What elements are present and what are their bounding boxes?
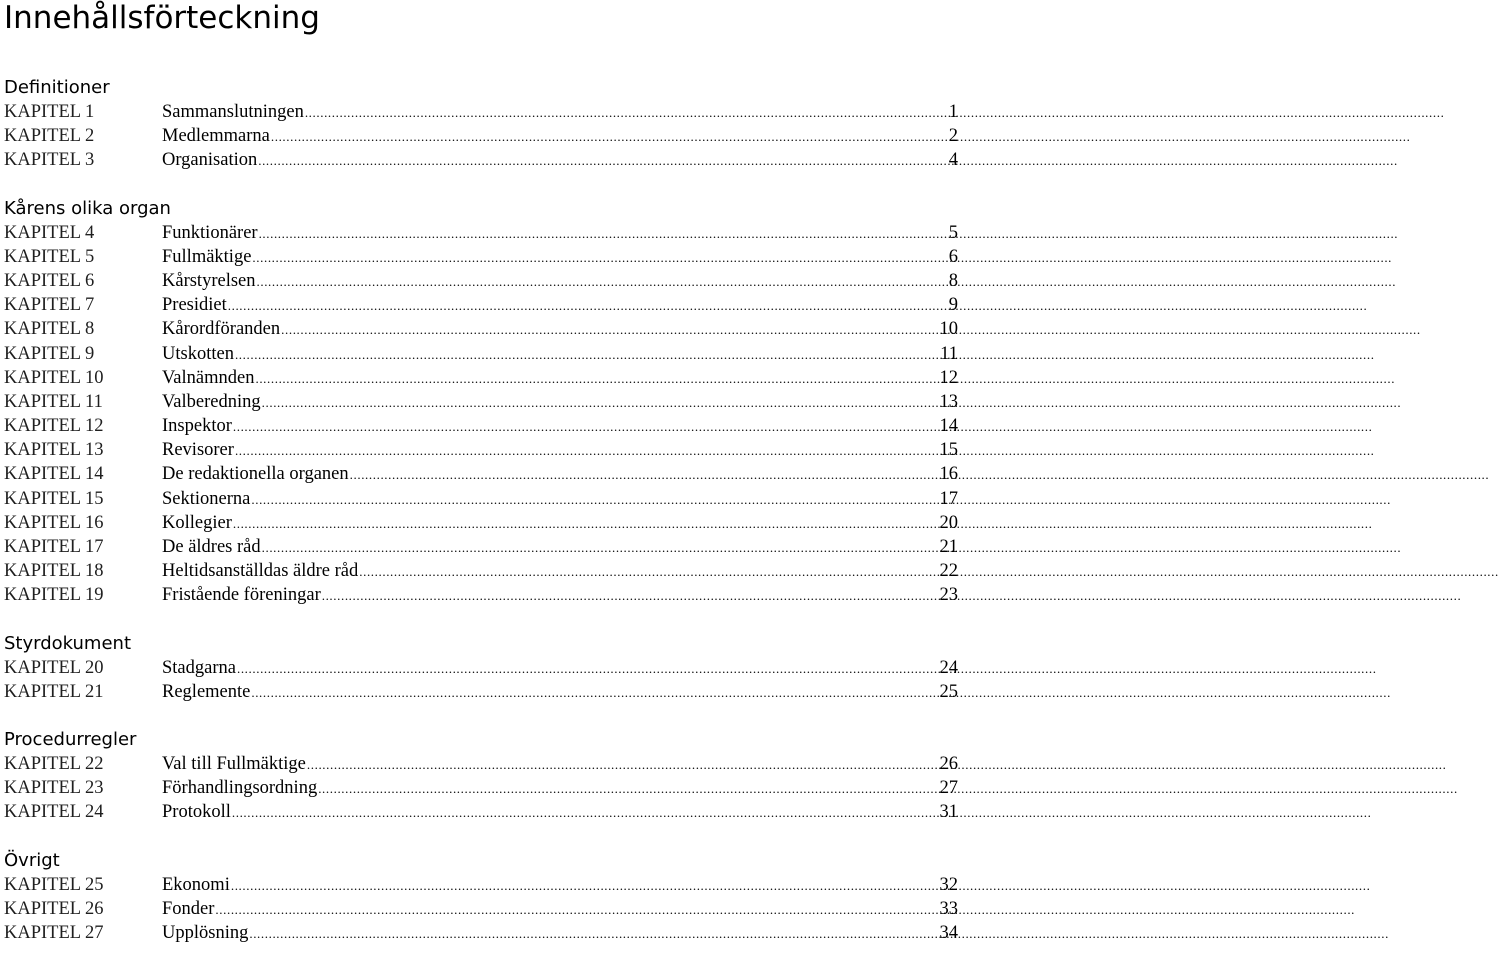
toc-entry[interactable] bbox=[4, 752, 958, 776]
entry-title: Fullmäktige bbox=[162, 246, 252, 267]
page-number: 27 bbox=[939, 778, 958, 799]
toc-entry[interactable] bbox=[4, 680, 958, 704]
dot-leader bbox=[305, 104, 948, 122]
page-number: 9 bbox=[948, 295, 958, 316]
entry-title: De äldres råd bbox=[162, 537, 261, 557]
dot-leader bbox=[259, 225, 948, 243]
page-number: 11 bbox=[940, 343, 958, 364]
entry-title: Sektionerna bbox=[162, 488, 251, 509]
toc-section bbox=[4, 727, 958, 825]
entry-title: Utskotten bbox=[162, 343, 234, 364]
dot-leader bbox=[232, 804, 940, 822]
toc-entry[interactable] bbox=[4, 414, 958, 438]
page-number: 23 bbox=[939, 585, 958, 606]
toc-entry[interactable] bbox=[4, 269, 958, 293]
page-number: 10 bbox=[939, 319, 958, 340]
chapter-label: KAPITEL 12 bbox=[4, 416, 104, 437]
page-number: 22 bbox=[939, 561, 958, 582]
toc-entry[interactable] bbox=[4, 559, 958, 583]
chapter-label: KAPITEL 8 bbox=[4, 319, 95, 340]
chapter-label: KAPITEL 25 bbox=[4, 874, 104, 895]
toc-entry[interactable] bbox=[4, 873, 958, 897]
entry-title: Organisation bbox=[162, 150, 258, 171]
page-number: 16 bbox=[939, 464, 958, 485]
toc-section bbox=[4, 848, 958, 946]
dot-leader bbox=[257, 273, 949, 291]
page-number: 5 bbox=[948, 222, 958, 243]
dot-leader bbox=[281, 321, 939, 339]
page-title: Innehållsförteckning bbox=[4, 0, 320, 36]
dot-leader bbox=[322, 587, 940, 605]
page-number: 14 bbox=[939, 416, 958, 437]
chapter-label: KAPITEL 21 bbox=[4, 681, 104, 702]
toc-section bbox=[4, 196, 958, 608]
chapter-label: KAPITEL 11 bbox=[4, 391, 103, 412]
chapter-label: KAPITEL 24 bbox=[4, 802, 104, 823]
entry-title: Valnämnden bbox=[162, 367, 255, 388]
dot-leader bbox=[350, 466, 940, 484]
toc-entry[interactable] bbox=[4, 366, 958, 390]
dot-leader bbox=[228, 297, 948, 315]
dot-leader bbox=[271, 128, 948, 146]
entry-title: Fonder bbox=[162, 898, 215, 919]
page-number: 31 bbox=[939, 802, 958, 823]
chapter-label: KAPITEL 19 bbox=[4, 585, 104, 606]
chapter-label: KAPITEL 4 bbox=[4, 222, 95, 243]
toc-entry[interactable] bbox=[4, 148, 958, 172]
chapter-label: KAPITEL 22 bbox=[4, 753, 104, 774]
entry-title: Protokoll bbox=[162, 802, 231, 823]
toc-entry[interactable] bbox=[4, 656, 958, 680]
entry-title: Kårstyrelsen bbox=[162, 270, 256, 291]
chapter-label: KAPITEL 1 bbox=[4, 102, 95, 122]
dot-leader bbox=[262, 394, 940, 412]
dot-leader bbox=[262, 539, 940, 557]
toc-entry[interactable] bbox=[4, 221, 958, 245]
entry-title: Kårordföranden bbox=[162, 319, 281, 340]
chapter-label: KAPITEL 9 bbox=[4, 343, 95, 364]
toc-entry[interactable] bbox=[4, 390, 958, 414]
chapter-label: KAPITEL 20 bbox=[4, 657, 104, 678]
page-number: 15 bbox=[939, 440, 958, 461]
chapter-label: KAPITEL 16 bbox=[4, 512, 104, 533]
toc-sections bbox=[4, 75, 958, 945]
chapter-label: KAPITEL 17 bbox=[4, 537, 104, 557]
chapter-label: KAPITEL 10 bbox=[4, 367, 104, 388]
section-heading: Övrigt bbox=[4, 849, 60, 871]
toc-entry[interactable] bbox=[4, 462, 958, 486]
entry-title: Medlemmarna bbox=[162, 126, 270, 147]
page-number: 24 bbox=[939, 657, 958, 678]
section-heading: Styrdokument bbox=[4, 632, 132, 654]
entry-title: Kollegier bbox=[162, 512, 232, 533]
page-number: 12 bbox=[939, 367, 958, 388]
entry-title: Inspektor bbox=[162, 416, 232, 437]
toc-entry[interactable] bbox=[4, 100, 958, 124]
entry-title: Upplösning bbox=[162, 922, 249, 943]
page-number: 34 bbox=[939, 922, 958, 943]
page-number: 2 bbox=[948, 126, 958, 147]
dot-leader bbox=[307, 756, 940, 774]
entry-title: Stadgarna bbox=[162, 657, 236, 678]
section-heading: Definitioner bbox=[4, 77, 110, 98]
page-number: 8 bbox=[948, 270, 958, 291]
toc-entry[interactable] bbox=[4, 583, 958, 607]
chapter-label: KAPITEL 6 bbox=[4, 270, 95, 291]
entry-title: Heltidsanställdas äldre råd bbox=[162, 561, 359, 582]
dot-leader bbox=[255, 370, 939, 388]
entry-title: Förhandlingsordning bbox=[162, 778, 318, 799]
chapter-label: KAPITEL 18 bbox=[4, 561, 104, 582]
dot-leader bbox=[252, 249, 948, 267]
toc-entry[interactable] bbox=[4, 438, 958, 462]
toc-entry[interactable] bbox=[4, 293, 958, 317]
entry-title: Funktionärer bbox=[162, 222, 258, 243]
chapter-label: KAPITEL 14 bbox=[4, 464, 104, 485]
toc-entry[interactable] bbox=[4, 245, 958, 269]
page-number: 21 bbox=[939, 537, 958, 557]
section-heading: Procedurregler bbox=[4, 728, 137, 750]
entry-title: Ekonomi bbox=[162, 874, 230, 895]
chapter-label: KAPITEL 23 bbox=[4, 778, 104, 799]
chapter-label: KAPITEL 7 bbox=[4, 295, 95, 316]
toc-entry[interactable] bbox=[4, 535, 958, 559]
dot-leader bbox=[359, 563, 939, 581]
page-number: 17 bbox=[939, 488, 958, 509]
page-number: 33 bbox=[939, 898, 958, 919]
entry-title: Valberedning bbox=[162, 391, 261, 412]
toc-entry[interactable] bbox=[4, 342, 958, 366]
page-number: 4 bbox=[948, 150, 958, 171]
toc-section bbox=[4, 631, 958, 704]
section-heading: Kårens olika organ bbox=[4, 197, 171, 219]
dot-leader bbox=[237, 660, 940, 678]
toc-entry[interactable] bbox=[4, 124, 958, 148]
chapter-label: KAPITEL 26 bbox=[4, 898, 104, 919]
entry-title: Presidiet bbox=[162, 295, 227, 316]
entry-title: De redaktionella organen bbox=[162, 464, 349, 485]
page-number: 32 bbox=[939, 874, 958, 895]
dot-leader bbox=[233, 515, 940, 533]
dot-leader bbox=[233, 418, 940, 436]
toc-entry[interactable] bbox=[4, 317, 958, 341]
chapter-label: KAPITEL 5 bbox=[4, 246, 95, 267]
dot-leader bbox=[249, 925, 939, 943]
entry-title: Revisorer bbox=[162, 440, 234, 461]
dot-leader bbox=[258, 152, 948, 170]
dot-leader bbox=[235, 442, 940, 460]
page-number: 25 bbox=[939, 681, 958, 702]
dot-leader bbox=[251, 684, 939, 702]
entry-title: Val till Fullmäktige bbox=[162, 753, 306, 774]
dot-leader bbox=[318, 780, 939, 798]
toc-entry[interactable] bbox=[4, 921, 958, 945]
page-number: 26 bbox=[939, 753, 958, 774]
chapter-label: KAPITEL 15 bbox=[4, 488, 104, 509]
entry-title: Reglemente bbox=[162, 681, 251, 702]
chapter-label: KAPITEL 13 bbox=[4, 440, 104, 461]
page-number: 13 bbox=[939, 391, 958, 412]
page-number: 20 bbox=[939, 512, 958, 533]
chapter-label: KAPITEL 27 bbox=[4, 922, 104, 943]
dot-leader bbox=[215, 901, 939, 919]
toc-entry[interactable] bbox=[4, 487, 958, 511]
chapter-label: KAPITEL 2 bbox=[4, 126, 95, 147]
dot-leader bbox=[231, 877, 940, 895]
dot-leader bbox=[251, 491, 939, 509]
entry-title: Fristående föreningar bbox=[162, 585, 321, 606]
toc-entry[interactable] bbox=[4, 776, 958, 800]
toc-entry[interactable] bbox=[4, 511, 958, 535]
toc-entry[interactable] bbox=[4, 897, 958, 921]
toc-entry[interactable] bbox=[4, 800, 958, 824]
entry-title: Sammanslutningen bbox=[162, 102, 304, 122]
dot-leader bbox=[235, 346, 940, 364]
toc-section bbox=[4, 75, 958, 173]
chapter-label: KAPITEL 3 bbox=[4, 150, 95, 171]
table-of-contents bbox=[4, 0, 958, 945]
page-number: 1 bbox=[948, 102, 958, 122]
page-number: 6 bbox=[948, 246, 958, 267]
